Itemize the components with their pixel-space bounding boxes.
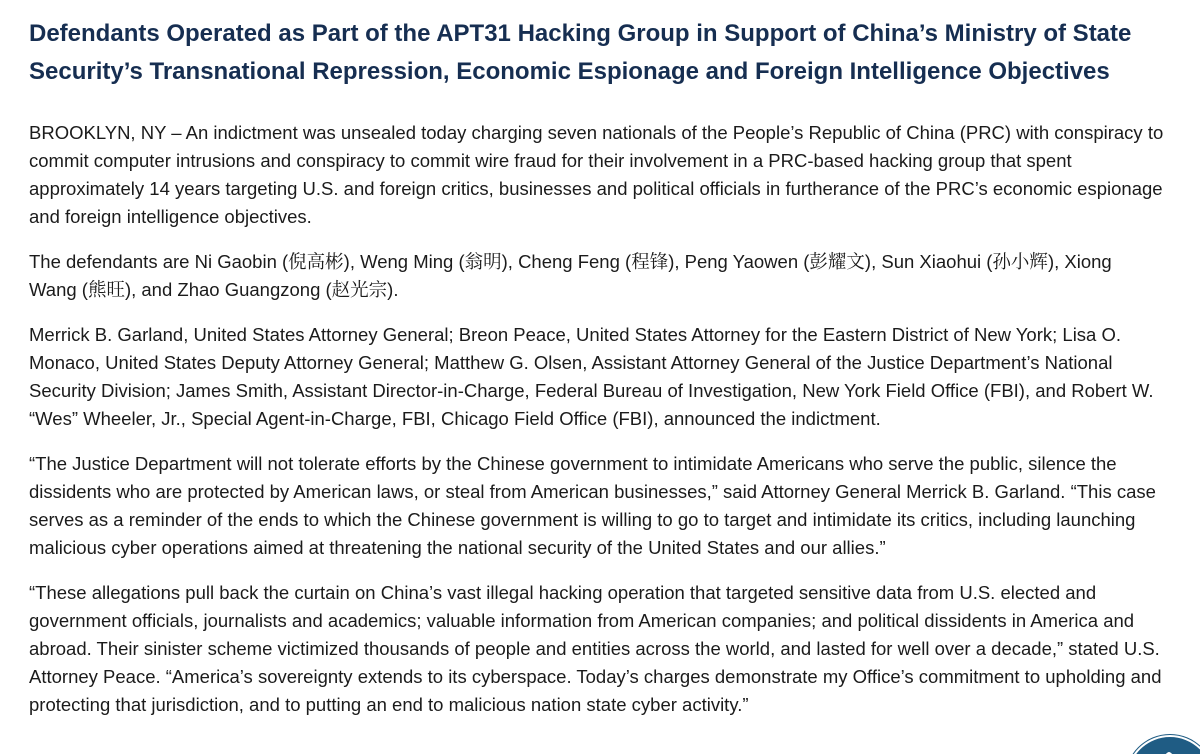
article-paragraph: BROOKLYN, NY – An indictment was unsealed today charging seven nationals of the People’s Republic of China (PRC) with conspiracy to commit computer intrusions and conspiracy to commit wire fraud for their involvement in a PRC-based hacking group that spent approximately 14 years targeting U.S. and foreign critics, businesses and political officials in furtherance of the PRC’s economic espionage and foreign intelligence objectives. <box>29 122 1164 227</box>
chevron-up-icon <box>1149 749 1189 754</box>
article-paragraph: The defendants are Ni Gaobin (倪高彬), Weng Ming (翁明), Cheng Feng (程锋), Peng Yaowen (彭耀文), Sun Xiaohui (孙小辉), Xiong Wang (熊旺), and Zhao Guangzong (赵光宗). <box>29 251 1112 300</box>
article-paragraph: “The Justice Department will not tolerate efforts by the Chinese government to intimidate Americans who serve the public, silence the dissidents who are protected by American laws, or steal from American businesses,” said Attorney General Merrick B. Garland. “This case serves as a reminder of the ends to which the Chinese government is willing to go to target and intimidate its critics, including launching malicious cyber operations aimed at threatening the national security of the United States and our allies.” <box>29 453 1156 558</box>
article-headline: Defendants Operated as Part of the APT31 Hacking Group in Support of China’s Ministry of State Security’s Transnational Repression, Economic Espionage and Foreign Intelligence Objectives <box>29 20 1132 85</box>
article-paragraph: Merrick B. Garland, United States Attorney General; Breon Peace, United States Attorney for the Eastern District of New York; Lisa O. Monaco, United States Deputy Attorney General; Matthew G. Olsen, Assistant Attorney General of the Justice Department’s National Security Division; James Smith, Assistant Director-in-Charge, Federal Bureau of Investigation, New York Field Office (FBI), and Robert W. “Wes” Wheeler, Jr., Special Agent-in-Charge, FBI, Chicago Field Office (FBI), announced the indictment. <box>29 324 1154 429</box>
article-paragraph: “These allegations pull back the curtain on China’s vast illegal hacking operation that targeted sensitive data from U.S. elected and government officials, journalists and academics; valuable information from American companies; and political dissidents in America and abroad. Their sinister scheme victimized thousands of people and entities across the world, and lasted for well over a decade,” stated U.S. Attorney Peace. “America’s sovereignty extends to its cyberspace. Today’s charges demonstrate my Office’s commitment to upholding and protecting that jurisdiction, and to putting an end to malicious nation state cyber activity.” <box>29 582 1162 715</box>
press-release-article <box>29 15 1164 736</box>
back-to-top-button[interactable] <box>1126 735 1200 754</box>
